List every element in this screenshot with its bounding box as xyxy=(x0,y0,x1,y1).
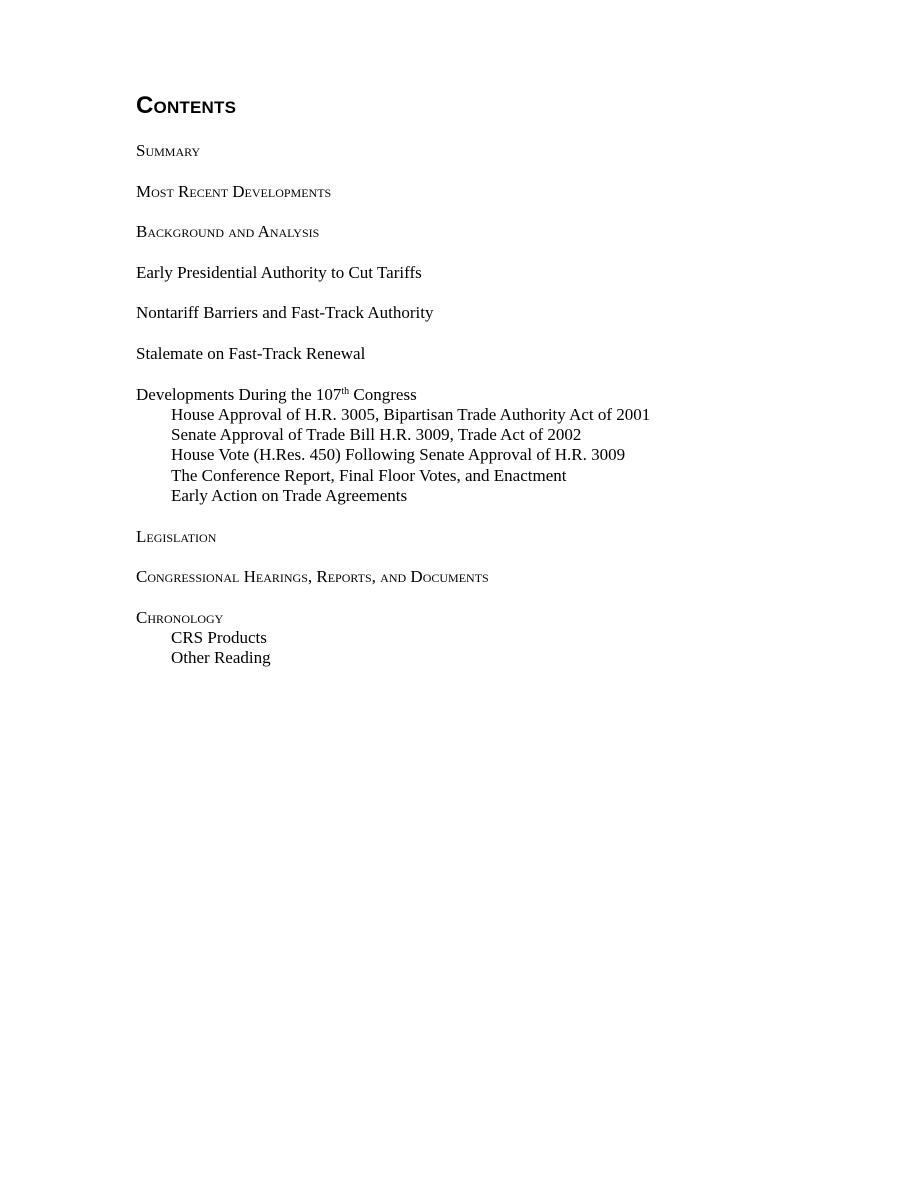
developments-text-after: Congress xyxy=(349,384,417,404)
toc-entry-most-recent-developments[interactable]: Most Recent Developments xyxy=(136,181,332,201)
toc-subentry-senate-approval-hr3009[interactable]: Senate Approval of Trade Bill H.R. 3009, Trade Act of 2002 xyxy=(171,425,582,445)
contents-heading: Contents xyxy=(136,92,237,119)
toc-subentry-house-vote-hres450[interactable]: House Vote (H.Res. 450) Following Senate Approval of H.R. 3009 xyxy=(171,445,626,465)
toc-entry-legislation[interactable]: Legislation xyxy=(136,526,217,546)
toc-subentry-conference-report[interactable]: The Conference Report, Final Floor Votes, and Enactment xyxy=(171,465,567,485)
toc-entry-stalemate[interactable]: Stalemate on Fast-Track Renewal xyxy=(136,343,366,363)
toc-entry-background-and-analysis[interactable]: Background and Analysis xyxy=(136,222,320,242)
toc-subentry-house-approval-hr3005[interactable]: House Approval of H.R. 3005, Bipartisan Trade Authority Act of 2001 xyxy=(171,404,651,424)
developments-text-before: Developments During the 107 xyxy=(136,384,342,404)
toc-subentry-early-action[interactable]: Early Action on Trade Agreements xyxy=(171,486,408,506)
toc-subentry-crs-products[interactable]: CRS Products xyxy=(171,628,267,648)
table-of-contents xyxy=(136,92,836,669)
toc-entry-chronology[interactable]: Chronology xyxy=(136,607,224,627)
toc-entry-developments-107th-congress[interactable] xyxy=(136,385,836,405)
toc-entry-early-presidential-authority[interactable]: Early Presidential Authority to Cut Tariffs xyxy=(136,262,422,282)
toc-entry-summary[interactable]: Summary xyxy=(136,141,201,160)
ordinal-superscript: th xyxy=(341,385,350,397)
toc-entry-congressional-hearings[interactable]: Congressional Hearings, Reports, and Documents xyxy=(136,567,489,587)
toc-entry-nontariff-barriers[interactable]: Nontariff Barriers and Fast-Track Authority xyxy=(136,303,434,323)
toc-subentry-other-reading[interactable]: Other Reading xyxy=(171,648,271,668)
